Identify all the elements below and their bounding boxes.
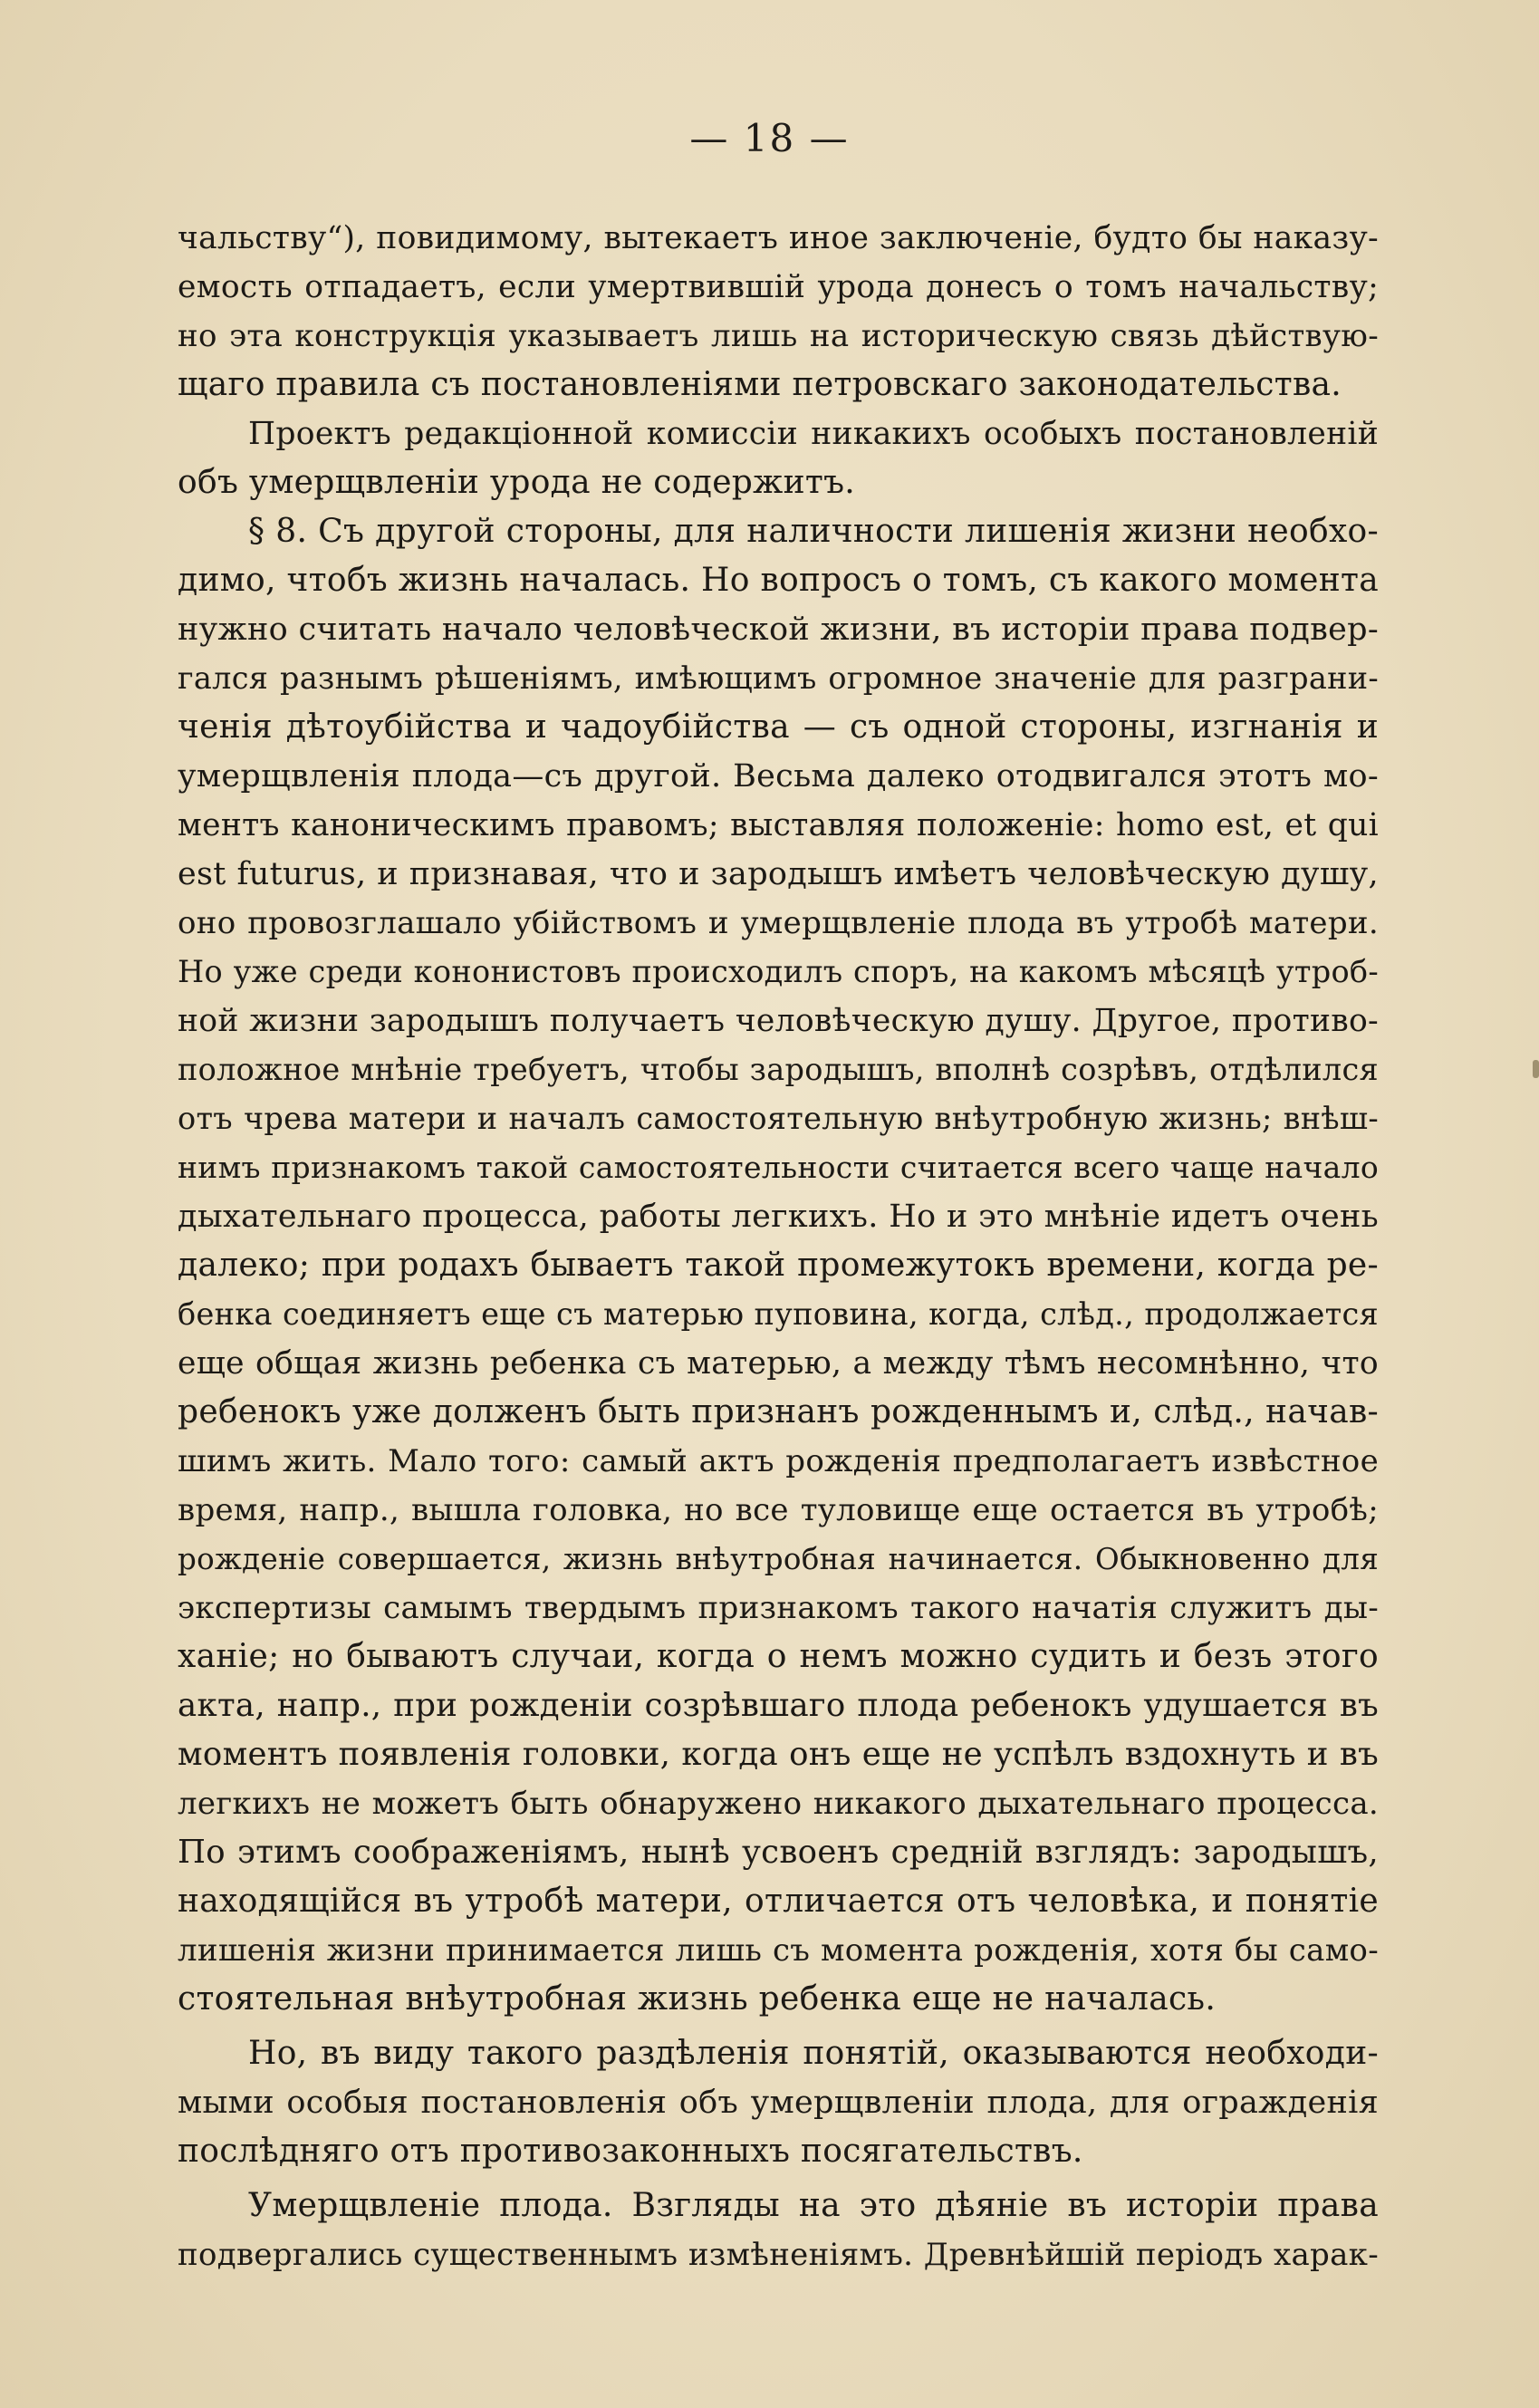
text-line: моментъ появленія головки, когда онъ еще не успѣлъ вздохнуть и въ xyxy=(178,1736,1379,1773)
text-line: шимъ жить. Мало того: самый актъ рожденія предполагаетъ извѣстное xyxy=(178,1443,1379,1479)
text-line: рожденіе совершается, жизнь внѣутробная начинается. Обыкновенно для xyxy=(178,1542,1379,1576)
text-line: отъ чрева матери и началъ самостоятельную внѣутробную жизнь; внѣш- xyxy=(178,1101,1379,1136)
text-line: димо, чтобъ жизнь началась. Но вопросъ о томъ, съ какого момента xyxy=(178,562,1379,599)
text-line: ментъ каноническимъ правомъ; выставляя положеніе: homo est, et qui xyxy=(178,807,1379,843)
text-line: лишенія жизни принимается лишь съ момента рожденія, хотя бы само- xyxy=(178,1932,1379,1969)
text-line: положное мнѣніе требуетъ, чтобы зародышъ, вполнѣ созрѣвъ, отдѣлился xyxy=(178,1052,1379,1087)
text-line: По этимъ соображеніямъ, нынѣ усвоенъ средній взглядъ: зародышъ, xyxy=(178,1834,1379,1871)
text-line: объ умерщвленіи урода не содержитъ. xyxy=(178,464,856,501)
text-line: далеко; при родахъ бываетъ такой промежутокъ времени, когда ре- xyxy=(178,1247,1379,1284)
text-line: акта, напр., при рожденіи созрѣвшаго плода ребенокъ удушается въ xyxy=(178,1687,1379,1724)
text-line: находящійся въ утробѣ матери, отличается отъ человѣка, и понятіе xyxy=(178,1883,1379,1920)
text-line: дыхательнаго процесса, работы легкихъ. Но и это мнѣніе идетъ очень xyxy=(178,1199,1379,1235)
text-line: но эта конструкція указываетъ лишь на историческую связь дѣйствую- xyxy=(178,318,1379,354)
text-line: щаго правила съ постановленіями петровскаго законодательства. xyxy=(178,366,1342,403)
text-line: умерщвленія плода—съ другой. Весьма далеко отодвигался этотъ мо- xyxy=(178,758,1379,795)
text-line: гался разнымъ рѣшеніямъ, имѣющимъ огромное значеніе для разграни- xyxy=(178,660,1379,696)
text-line: еще общая жизнь ребенка съ матерью, а между тѣмъ несомнѣнно, что xyxy=(178,1345,1379,1382)
text-line: стоятельная внѣутробная жизнь ребенка еще не началась. xyxy=(178,1980,1217,2018)
text-line: время, напр., вышла головка, но все туловище еще остается въ утробѣ; xyxy=(178,1492,1379,1528)
text-line: ханіе; но бываютъ случаи, когда о немъ можно судить и безъ этого xyxy=(178,1638,1379,1675)
text-line: Но, въ виду такого раздѣленія понятій, оказываются необходи- xyxy=(248,2035,1379,2072)
text-line: подвергались существеннымъ измѣненіямъ. Древнѣйшій періодъ харак- xyxy=(178,2237,1379,2273)
text-line: емость отпадаетъ, если умертвившій урода донесъ о томъ начальству; xyxy=(178,269,1379,305)
body-text xyxy=(178,214,1379,2279)
text-line: ребенокъ уже долженъ быть признанъ рожденнымъ и, слѣд., начав- xyxy=(178,1393,1379,1430)
text-line: послѣдняго отъ противозаконныхъ посягательствъ. xyxy=(178,2133,1083,2170)
text-line: § 8. Съ другой стороны, для наличности лишенія жизни необхо- xyxy=(248,513,1379,550)
text-line: чальству“), повидимому, вытекаетъ иное заключеніе, будто бы наказу- xyxy=(178,220,1379,256)
text-line: est futurus, и признавая, что и зародышъ имѣетъ человѣческую душу, xyxy=(178,856,1379,892)
text-line: бенка соединяетъ еще съ матерью пуповина, когда, слѣд., продолжается xyxy=(178,1296,1379,1332)
text-line: нимъ признакомъ такой самостоятельности считается всего чаще начало xyxy=(178,1150,1379,1185)
text-line: нужно считать начало человѣческой жизни, въ исторіи права подвер- xyxy=(178,612,1379,648)
text-line: оно провозглашало убійствомъ и умерщвленіе плода въ утробѣ матери. xyxy=(178,905,1379,941)
text-line: ченія дѣтоубійства и чадоубійства — съ одной стороны, изгнанія и xyxy=(178,708,1379,746)
text-line: мыми особыя постановленія объ умерщвленіи плода, для огражденія xyxy=(178,2085,1379,2121)
page-edge-mark xyxy=(1533,1060,1539,1078)
text-line: легкихъ не можетъ быть обнаружено никакого дыхательнаго процесса. xyxy=(178,1786,1379,1822)
text-line: экспертизы самымъ твердымъ признакомъ такого начатія служитъ ды- xyxy=(178,1590,1379,1626)
text-line: Умерщвленіе плода. Взгляды на это дѣяніе въ исторіи права xyxy=(248,2187,1379,2224)
text-line: Но уже среди кононистовъ происходилъ споръ, на какомъ мѣсяцѣ утроб- xyxy=(178,954,1379,989)
text-line: Проектъ редакціонной комиссіи никакихъ особыхъ постановленій xyxy=(248,416,1379,452)
page-number: — 18 — xyxy=(689,116,850,160)
text-line: ной жизни зародышъ получаетъ человѣческую душу. Другое, противо- xyxy=(178,1003,1379,1039)
